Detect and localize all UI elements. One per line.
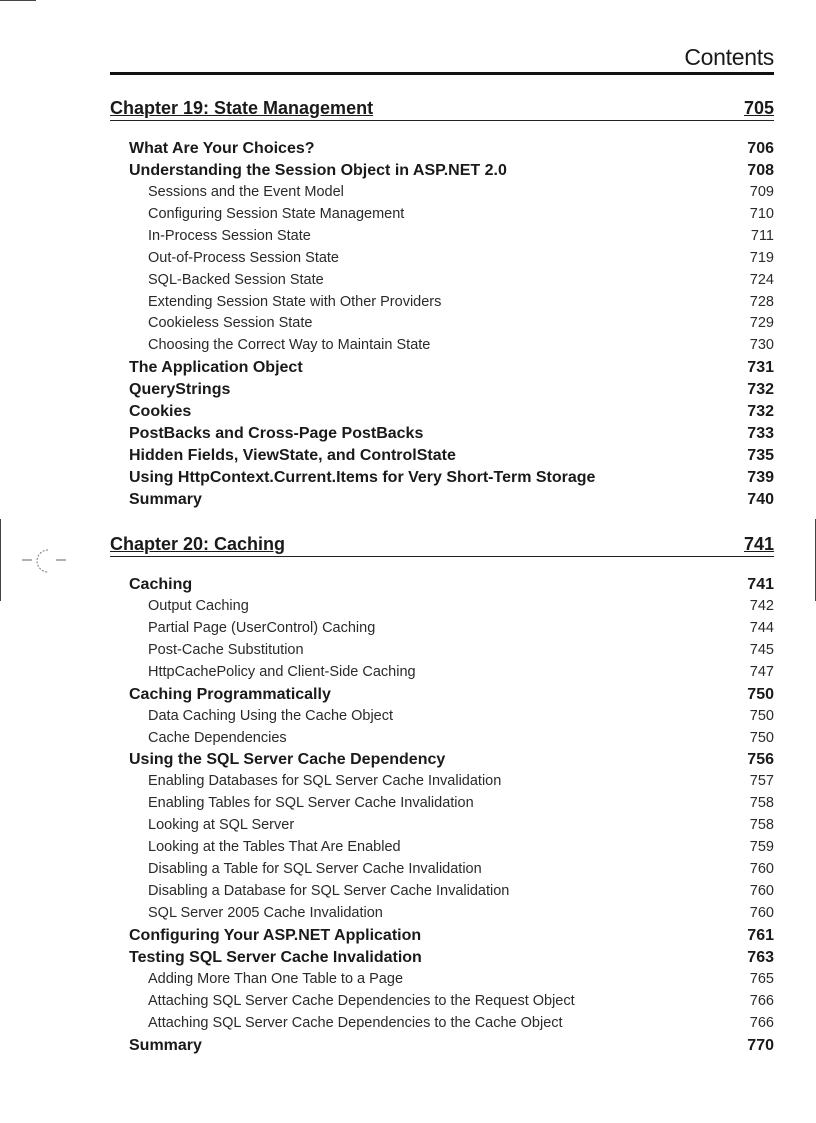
margin-mark-left (0, 519, 1, 601)
toc-entry-title: Cookies (129, 403, 192, 421)
toc-entry-page: 763 (747, 948, 774, 966)
toc-entry-title: Enabling Tables for SQL Server Cache Invalidation (148, 795, 474, 812)
toc-subsection-entry (110, 182, 774, 204)
toc-entry-title: In-Process Session State (148, 227, 311, 244)
toc-subsection-entry (110, 771, 774, 793)
toc-entry-title: Disabling a Database for SQL Server Cache Invalidation (148, 882, 510, 899)
toc-entry-title: Choosing the Correct Way to Maintain State (148, 337, 431, 354)
toc-entry-title: The Application Object (129, 359, 303, 377)
toc-subsection-entry (110, 859, 774, 881)
toc-entry-page: 739 (747, 469, 774, 487)
toc-section-entry (110, 947, 774, 969)
toc-subsection-entry (110, 335, 774, 357)
toc-section-entry (110, 489, 774, 511)
toc-entry-title: PostBacks and Cross-Page PostBacks (129, 425, 424, 443)
toc-subsection-entry (110, 618, 774, 640)
toc-entry-page: 710 (749, 205, 774, 222)
toc-section-entry (110, 160, 774, 182)
toc-entry-page: 724 (749, 271, 774, 288)
toc-entry-title: Sessions and the Event Model (148, 184, 344, 200)
toc-entry-title: Attaching SQL Server Cache Dependencies to the Cache Object (148, 1014, 563, 1031)
toc-entry-title: Attaching SQL Server Cache Dependencies to the Request Object (148, 992, 575, 1009)
toc-subsection-entry (110, 881, 774, 903)
toc-entry-title: Caching Programmatically (129, 685, 331, 703)
toc-entry-title: Post-Cache Substitution (148, 641, 304, 658)
running-head: Contents (684, 44, 774, 70)
header-rule (110, 72, 774, 75)
toc-entry-title: Disabling a Table for SQL Server Cache Invalidation (148, 861, 482, 878)
toc-entry-title: Cache Dependencies (148, 729, 287, 746)
toc-entry-title: Enabling Databases for SQL Server Cache Invalidation (148, 773, 502, 790)
toc-entries (110, 574, 774, 1057)
toc-subsection-entry (110, 991, 774, 1013)
toc-subsection-entry (110, 706, 774, 728)
toc-entry-page: 750 (749, 707, 774, 724)
toc-section-entry (110, 749, 774, 771)
chapter-page-number: 741 (743, 534, 774, 554)
toc-entry-title: Out-of-Process Session State (148, 249, 339, 266)
toc-subsection-entry (110, 313, 774, 335)
toc-subsection-entry (110, 292, 774, 314)
toc-entry-page: 761 (747, 926, 774, 944)
toc-entry-title: QueryStrings (129, 381, 231, 399)
toc-subsection-entry (110, 815, 774, 837)
toc-entry-page: 745 (749, 641, 774, 658)
toc-subsection-entry (110, 640, 774, 662)
toc-subsection-entry (110, 793, 774, 815)
toc-section-entry (110, 401, 774, 423)
toc-entry-page: 766 (749, 992, 774, 1009)
toc-entry-page: 740 (747, 491, 774, 509)
toc-subsection-entry (110, 248, 774, 270)
toc-section-entry (110, 423, 774, 445)
toc-entry-title: Partial Page (UserControl) Caching (148, 619, 376, 636)
toc-entry-page: 770 (747, 1036, 774, 1054)
toc-section-entry (110, 574, 774, 596)
chapter-19 (110, 96, 774, 511)
toc-subsection-entry (110, 596, 774, 618)
toc-entry-title: Data Caching Using the Cache Object (148, 707, 394, 724)
toc-entry-title: SQL Server 2005 Cache Invalidation (148, 904, 383, 921)
crop-mark (0, 0, 36, 1)
toc-entry-page: 735 (747, 447, 774, 465)
toc-section-entry (110, 138, 774, 160)
toc-section-entry (110, 379, 774, 401)
toc-subsection-entry (110, 1013, 774, 1035)
toc-entry-page: 744 (749, 619, 774, 636)
toc-subsection-entry (110, 226, 774, 248)
toc-entry-page: 709 (749, 184, 774, 200)
toc-entry-title: HttpCachePolicy and Client-Side Caching (148, 663, 416, 680)
toc-entry-page: 706 (747, 140, 774, 157)
toc-entry-title: Configuring Your ASP.NET Application (129, 926, 422, 944)
chapter-title: Chapter 19: State Management (110, 98, 374, 118)
registration-mark-icon (22, 548, 66, 578)
toc-subsection-entry (110, 728, 774, 750)
toc-entry-page: 758 (749, 795, 774, 812)
chapter-heading (110, 96, 774, 121)
toc-section-entry (110, 445, 774, 467)
toc-entry-title: What Are Your Choices? (129, 140, 315, 157)
toc-entry-page: 742 (749, 598, 774, 614)
toc-entry-page: 711 (750, 227, 774, 244)
toc-entry-page: 760 (749, 861, 774, 878)
toc-section-entry (110, 357, 774, 379)
toc-subsection-entry (110, 903, 774, 925)
toc-entry-page: 756 (747, 751, 774, 769)
toc-entry-title: Summary (129, 491, 202, 509)
toc-entry-page: 758 (749, 817, 774, 834)
toc-entry-title: Understanding the Session Object in ASP.NET 2.0 (129, 162, 507, 179)
toc-entry-page: 741 (747, 576, 774, 593)
toc-section-entry (110, 1035, 774, 1057)
toc-entry-page: 732 (747, 403, 774, 421)
toc-section-entry (110, 684, 774, 706)
toc-entry-title: SQL-Backed Session State (148, 271, 324, 288)
toc-entry-title: Looking at the Tables That Are Enabled (148, 839, 401, 856)
toc-entry-page: 750 (747, 685, 774, 703)
toc-section-entry (110, 467, 774, 489)
toc-section-entry (110, 925, 774, 947)
toc-subsection-entry (110, 662, 774, 684)
toc-entry-title: Caching (129, 576, 193, 593)
toc-entry-page: 719 (749, 249, 774, 266)
toc-entry-title: Looking at SQL Server (148, 817, 295, 834)
toc-entry-title: Cookieless Session State (148, 315, 313, 332)
toc-entry-title: Summary (129, 1036, 202, 1054)
toc-subsection-entry (110, 969, 774, 991)
toc-subsection-entry (110, 837, 774, 859)
toc-entry-page: 731 (747, 359, 774, 377)
toc-entry-page: 708 (747, 162, 774, 179)
chapter-page-number: 705 (743, 98, 774, 118)
toc-entry-page: 732 (747, 381, 774, 399)
toc-entry-page: 766 (749, 1014, 774, 1031)
toc-entry-title: Output Caching (148, 598, 249, 614)
toc-subsection-entry (110, 204, 774, 226)
toc-entry-title: Adding More Than One Table to a Page (148, 970, 404, 987)
toc-entry-page: 728 (749, 293, 774, 310)
toc-entry-page: 730 (749, 337, 774, 354)
toc-entry-page: 765 (749, 970, 774, 987)
toc-entry-page: 750 (749, 729, 774, 746)
toc-entries (110, 138, 774, 511)
toc-entry-page: 760 (749, 882, 774, 899)
toc-entry-title: Using the SQL Server Cache Dependency (129, 751, 446, 769)
toc-entry-title: Hidden Fields, ViewState, and ControlState (129, 447, 456, 465)
toc-entry-title: Configuring Session State Management (148, 205, 405, 222)
toc-entry-page: 747 (749, 663, 774, 680)
toc-entry-title: Testing SQL Server Cache Invalidation (129, 948, 422, 966)
toc-entry-page: 759 (749, 839, 774, 856)
toc-entry-page: 760 (749, 904, 774, 921)
toc-entry-page: 729 (749, 315, 774, 332)
toc-subsection-entry (110, 270, 774, 292)
chapter-20 (110, 532, 774, 1057)
toc-entry-title: Extending Session State with Other Providers (148, 293, 442, 310)
toc-entry-title: Using HttpContext.Current.Items for Very Short-Term Storage (129, 469, 596, 487)
toc-entry-page: 733 (747, 425, 774, 443)
chapter-title: Chapter 20: Caching (110, 534, 286, 554)
toc-entry-page: 757 (749, 773, 774, 790)
chapter-heading (110, 532, 774, 557)
